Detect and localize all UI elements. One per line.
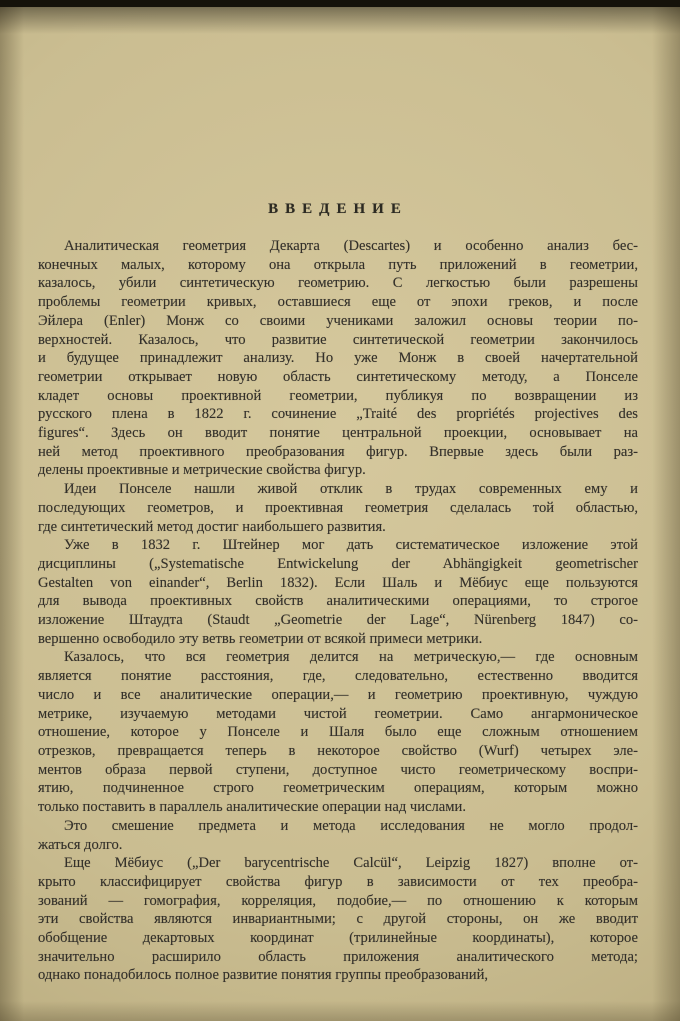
paragraph <box>38 648 638 816</box>
section-heading: ВВЕДЕНИЕ <box>268 201 408 217</box>
text-line: ментов образа первой ступени, доступное чисто геометрическому воспри- <box>38 761 638 778</box>
text-line: обобщение декартовых координат (трилинейные координаты), которое <box>38 930 638 947</box>
text-line: Уже в 1832 г. Штейнер мог дать систематическое изложение этой <box>64 537 638 554</box>
text-line: зований — гомография, корреляция, подобие,— по отношению к которым <box>38 892 638 909</box>
text-line: проблемы геометрии кривых, оставшиеся еще от эпохи греков, и после <box>38 294 638 311</box>
text-line: Это смешение предмета и метода исследования не могло продол- <box>64 817 638 834</box>
text-line: казалось, убили синтетическую геометрию. С легкостью были разрешены <box>38 275 638 292</box>
text-line: Казалось, что вся геометрия делится на метрическую,— где основным <box>64 649 638 666</box>
text-line: жаться долго. <box>38 836 123 853</box>
text-line: Еще Мёбиус („Der barycentrische Calcül“, Leipzig 1827) вполне от- <box>64 855 638 872</box>
text-line: делены проективные и метрические свойства фигур. <box>38 462 366 479</box>
paragraph <box>38 237 638 480</box>
text-line: отношение, которое у Понселе и Шаля было еще сложным отношением <box>38 724 638 741</box>
text-line: число и все аналитические операции,— и геометрию проективную, чуждую <box>38 686 638 703</box>
text-line: однако понадобилось полное развитие понятия группы преобразований, <box>38 967 489 984</box>
text-line: эти свойства являются инвариантными; с другой стороны, он же вводит <box>38 911 638 928</box>
text-line: конечных малых, которому она открыла путь приложений в геометрии, <box>38 256 638 273</box>
text-line: последующих геометров, и проективная геометрия сделалась той областью, <box>38 499 638 516</box>
text-line: изложение Штаудта (Staudt „Geometrie der Lage“, Nürenberg 1847) со- <box>38 612 638 629</box>
text-line: значительно расширило область приложения аналитического метода; <box>38 948 638 965</box>
text-line: кладет основы проективной геометрии, публикуя по возвращении из <box>38 387 638 404</box>
text-line: отрезков, превращается теперь в некоторое свойство (Wurf) четырех эле- <box>38 742 638 759</box>
text-line: верхностей. Казалось, что развитие синтетической геометрии закончилось <box>38 331 638 348</box>
text-line: только поставить в параллель аналитические операции над числами. <box>38 799 466 816</box>
text-line: figures“. Здесь он вводит понятие центральной проекции, основывает на <box>38 425 638 442</box>
text-line: ятию, подчиненное строго геометрическим операциям, которым можно <box>38 780 638 797</box>
body-text <box>38 237 638 985</box>
text-line: Эйлера (Enler) Монж со своими учениками заложил основы теории по- <box>38 312 638 329</box>
text-line: Идеи Понселе нашли живой отклик в трудах современных ему и <box>64 481 638 498</box>
paragraph <box>38 854 638 985</box>
text-line: и будущее принадлежит анализу. Но уже Монж в своей начертательной <box>38 350 638 367</box>
text-line: является понятие расстояния, где, следовательно, естественно вводится <box>38 668 638 685</box>
text-line: крыто классифицирует свойства фигур в зависимости от тех преобра- <box>38 873 638 890</box>
text-line: ней метод проективного преобразования фигур. Впервые здесь были раз- <box>38 443 638 460</box>
text-line: дисциплины („Systematische Entwickelung der Abhängigkeit geometrischer <box>38 555 638 572</box>
paragraph <box>38 536 638 648</box>
paragraph <box>38 817 638 854</box>
text-line: геометрии открывает новую область синтетическому методу, а Понселе <box>38 368 638 385</box>
text-line: метрике, изучаемую методами чистой геометрии. Само ангармоническое <box>38 705 638 722</box>
text-line: вершенно освободило эту ветвь геометрии от всякой примеси метрики. <box>38 630 483 647</box>
text-line: русского плена в 1822 г. сочинение „Traité des propriétés projectives des <box>38 406 638 423</box>
text-line: где синтетический метод достиг наибольшего развития. <box>38 518 386 535</box>
text-line: для вывода проективных свойств аналитическими операциями, то строгое <box>38 593 638 610</box>
paragraph <box>38 480 638 536</box>
text-line: Gestalten von einander“, Berlin 1832). Если Шаль и Мёбиус еще пользуются <box>38 574 638 591</box>
text-line: Аналитическая геометрия Декарта (Descartes) и особенно анализ бес- <box>64 238 638 254</box>
